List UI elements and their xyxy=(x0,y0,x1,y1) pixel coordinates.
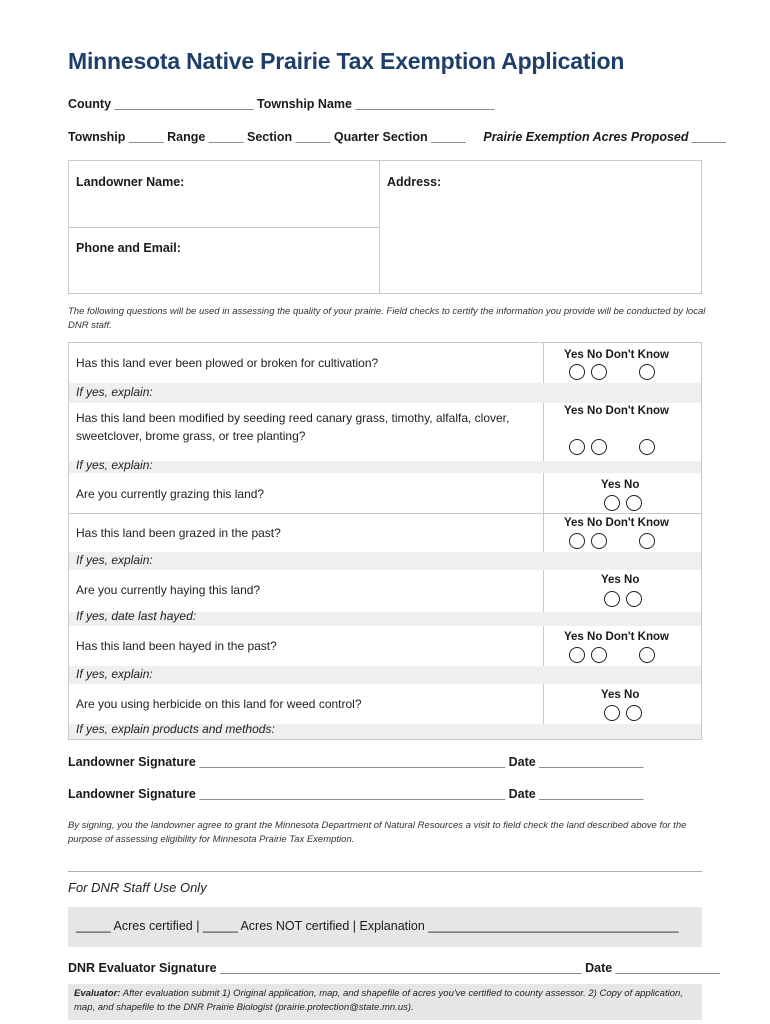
radio-yes[interactable] xyxy=(604,705,620,721)
radio-no[interactable] xyxy=(626,705,642,721)
landowner-signature-line-1[interactable]: Landowner Signature ____________________________________________ Date _______________ xyxy=(68,755,644,769)
evaluator-instructions xyxy=(68,984,702,1020)
evaluator-signature-line[interactable]: DNR Evaluator Signature ____________________________________________________ Date _______________ xyxy=(68,961,720,975)
township-range-section-fields[interactable]: Township _____ Range _____ Section _____ Quarter Section _____ xyxy=(68,130,466,144)
explain-row[interactable] xyxy=(69,724,701,739)
acres-certified-fields[interactable]: _____ Acres certified | _____ Acres NOT certified | Explanation ____________________________________ xyxy=(76,919,679,933)
explain-label: If yes, explain: xyxy=(76,385,153,399)
radio-no[interactable] xyxy=(591,439,607,455)
explain-label: If yes, explain: xyxy=(76,553,153,567)
radio-no[interactable] xyxy=(591,364,607,380)
question-row xyxy=(69,626,701,666)
question-text: Are you currently grazing this land? xyxy=(76,487,265,501)
radio-yes[interactable] xyxy=(569,439,585,455)
answer-options-label: Yes No Don't Know xyxy=(564,517,669,529)
explain-row[interactable] xyxy=(69,383,701,403)
question-text: Are you currently haying this land? xyxy=(76,583,261,597)
question-text: Has this land ever been plowed or broken for cultivation? xyxy=(76,356,379,370)
intro-note: The following questions will be used in assessing the quality of your prairie. Field checks to certify the information you provide will be conducted by local DNR staff. xyxy=(68,306,706,331)
location-line xyxy=(68,130,727,144)
explain-label: If yes, explain products and methods: xyxy=(76,722,275,736)
explain-label: If yes, explain: xyxy=(76,458,153,472)
acres-certified-bar xyxy=(68,907,702,947)
box-divider xyxy=(379,161,380,293)
landowner-name-label: Landowner Name: xyxy=(76,175,185,189)
question-row xyxy=(69,514,701,552)
box-divider xyxy=(69,227,379,228)
question-text: Has this land been modified by seeding reed canary grass, timothy, alfalfa, clover, sweetclover, brome grass, or tree planting? xyxy=(76,411,510,443)
evaluator-note-text: After evaluation submit 1) Original application, map, and shapefile of acres you've certified to county assessor. 2) Copy of application, map, and shapefile to the DNR Prairie Biologist (prairie.protection@state.mn.us). xyxy=(74,988,683,1013)
radio-no[interactable] xyxy=(591,533,607,549)
radio-dont-know[interactable] xyxy=(639,533,655,549)
radio-yes[interactable] xyxy=(569,647,585,663)
answer-options-label: Yes No xyxy=(601,574,640,586)
question-row xyxy=(69,343,701,383)
question-row xyxy=(69,570,701,612)
question-row xyxy=(69,684,701,724)
radio-yes[interactable] xyxy=(569,533,585,549)
answer-options-label: Yes No Don't Know xyxy=(564,349,669,361)
explain-label: If yes, date last hayed: xyxy=(76,609,197,623)
radio-dont-know[interactable] xyxy=(639,364,655,380)
explain-row[interactable] xyxy=(69,666,701,684)
evaluator-label: Evaluator: xyxy=(74,988,121,999)
radio-dont-know[interactable] xyxy=(639,439,655,455)
radio-no[interactable] xyxy=(626,591,642,607)
answer-options-label: Yes No xyxy=(601,479,640,491)
question-row xyxy=(69,473,701,513)
radio-yes[interactable] xyxy=(569,364,585,380)
radio-yes[interactable] xyxy=(604,591,620,607)
consent-statement: By signing, you the landowner agree to grant the Minnesota Department of Natural Resources a visit to field check the land described above for the purpose of assessing eligibility for Minnesota Prairie Tax Exemption. xyxy=(68,820,687,845)
question-text: Has this land been grazed in the past? xyxy=(76,526,281,540)
question-text: Has this land been hayed in the past? xyxy=(76,639,277,653)
radio-no[interactable] xyxy=(626,495,642,511)
question-row xyxy=(69,403,701,461)
radio-dont-know[interactable] xyxy=(639,647,655,663)
answer-options-label: Yes No Don't Know xyxy=(564,631,669,643)
questions-table xyxy=(68,342,702,740)
explain-label: If yes, explain: xyxy=(76,667,153,681)
section-divider xyxy=(68,871,702,872)
explain-row[interactable] xyxy=(69,552,701,570)
explain-row[interactable] xyxy=(69,458,701,473)
page-title: Minnesota Native Prairie Tax Exemption Application xyxy=(68,48,625,74)
acres-proposed-field[interactable]: Prairie Exemption Acres Proposed _____ xyxy=(483,130,727,144)
answer-options-label: Yes No Don't Know xyxy=(564,405,669,417)
county-township-line[interactable]: County ____________________ Township Name ____________________ xyxy=(68,97,495,111)
question-text: Are you using herbicide on this land for weed control? xyxy=(76,697,362,711)
answer-options-label: Yes No xyxy=(601,689,640,701)
explain-row[interactable] xyxy=(69,609,701,626)
landowner-info-box xyxy=(68,160,702,294)
radio-no[interactable] xyxy=(591,647,607,663)
address-label: Address: xyxy=(387,175,442,189)
landowner-signature-line-2[interactable]: Landowner Signature ____________________________________________ Date _______________ xyxy=(68,787,644,801)
radio-yes[interactable] xyxy=(604,495,620,511)
phone-email-label: Phone and Email: xyxy=(76,241,181,255)
staff-section-title: For DNR Staff Use Only xyxy=(68,880,207,895)
